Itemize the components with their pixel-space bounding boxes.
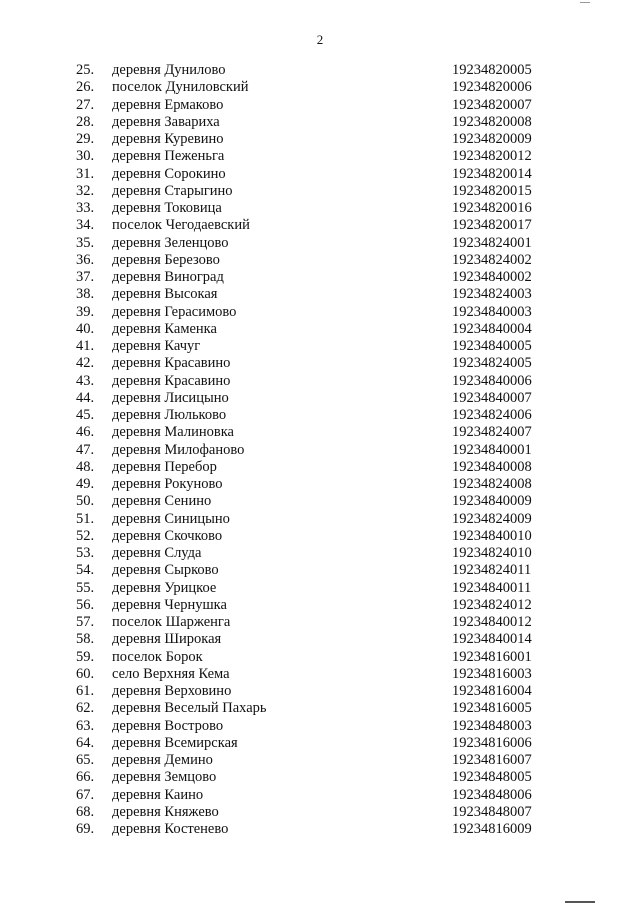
settlement-code: 19234824011	[452, 562, 532, 579]
item-number: 35.	[76, 234, 95, 251]
item-number: 63.	[76, 717, 95, 734]
settlement-code: 19234840008	[452, 458, 532, 475]
settlement-code: 19234848005	[452, 769, 532, 786]
settlement-code: 19234824003	[452, 286, 532, 303]
item-number: 55.	[76, 579, 95, 596]
list-item	[0, 252, 640, 269]
list-item	[0, 752, 640, 769]
item-number: 52.	[76, 527, 95, 544]
list-item	[0, 511, 640, 528]
list-item	[0, 79, 640, 96]
list-item	[0, 735, 640, 752]
settlement-code: 19234824012	[452, 596, 532, 613]
settlement-code: 19234816007	[452, 752, 532, 768]
item-number: 45.	[76, 407, 95, 423]
item-number: 43.	[76, 372, 95, 389]
item-number: 46.	[76, 424, 95, 441]
settlement-name: поселок Дуниловский	[112, 79, 249, 96]
settlement-code: 19234816004	[452, 683, 532, 699]
settlement-code: 19234840006	[452, 372, 532, 389]
settlement-name: деревня Костенево	[112, 821, 229, 837]
list-item	[0, 235, 640, 252]
settlement-code: 19234848006	[452, 786, 532, 803]
settlement-name: деревня Демино	[112, 752, 213, 768]
settlement-name: поселок Борок	[112, 648, 203, 665]
settlement-name: деревня Милофаново	[112, 441, 245, 458]
item-number: 59.	[76, 648, 95, 665]
item-number: 57.	[76, 614, 95, 630]
settlement-name: деревня Завариха	[112, 113, 220, 130]
list-item	[0, 114, 640, 131]
settlement-name: село Верхняя Кема	[112, 665, 230, 682]
item-number: 25.	[76, 62, 95, 78]
item-number: 69.	[76, 821, 95, 837]
list-item	[0, 545, 640, 562]
settlement-code: 19234824006	[452, 407, 532, 423]
settlement-name: деревня Чернушка	[112, 596, 227, 613]
settlement-code: 19234820008	[452, 113, 532, 130]
settlement-code: 19234816005	[452, 700, 532, 717]
settlement-name: деревня Перебор	[112, 458, 217, 475]
list-item	[0, 97, 640, 114]
item-number: 47.	[76, 441, 95, 458]
item-number: 30.	[76, 148, 95, 165]
settlement-name: деревня Урицкое	[112, 579, 217, 596]
scan-artifact-top-right	[580, 2, 590, 3]
settlement-name: деревня Ермаково	[112, 96, 224, 113]
list-item	[0, 183, 640, 200]
settlement-name: деревня Скочково	[112, 527, 223, 544]
list-item	[0, 424, 640, 441]
settlement-code: 19234840004	[452, 320, 532, 337]
settlement-name: деревня Качуг	[112, 338, 201, 354]
item-number: 60.	[76, 665, 95, 682]
settlement-code: 19234816006	[452, 734, 532, 751]
list-item	[0, 528, 640, 545]
page-number: 2	[316, 32, 324, 47]
settlement-name: деревня Старыгино	[112, 182, 233, 199]
item-number: 42.	[76, 355, 95, 372]
settlement-code: 19234824005	[452, 355, 532, 372]
settlement-code: 19234820016	[452, 200, 532, 216]
list-item	[0, 631, 640, 648]
list-item	[0, 493, 640, 510]
settlement-name: деревня Сенино	[112, 493, 212, 510]
list-item	[0, 269, 640, 286]
settlement-list	[0, 62, 640, 838]
list-item	[0, 407, 640, 424]
settlement-code: 19234824009	[452, 510, 532, 527]
list-item	[0, 769, 640, 786]
item-number: 32.	[76, 182, 95, 199]
item-number: 34.	[76, 217, 95, 234]
list-item	[0, 442, 640, 459]
settlement-code: 19234848007	[452, 803, 532, 820]
settlement-name: деревня Герасимово	[112, 303, 237, 320]
list-item	[0, 562, 640, 579]
list-item	[0, 390, 640, 407]
settlement-name: деревня Пеженьга	[112, 148, 225, 165]
settlement-name: поселок Чегодаевский	[112, 217, 250, 234]
settlement-name: деревня Рокуново	[112, 476, 223, 492]
settlement-code: 19234840012	[452, 614, 532, 630]
settlement-code: 19234820015	[452, 182, 532, 199]
settlement-name: деревня Токовица	[112, 200, 222, 216]
settlement-name: деревня Люльково	[112, 407, 227, 423]
settlement-name: деревня Слуда	[112, 545, 202, 561]
item-number: 49.	[76, 476, 95, 492]
settlement-name: деревня Лисицыно	[112, 389, 229, 406]
list-item	[0, 131, 640, 148]
list-item	[0, 683, 640, 700]
item-number: 37.	[76, 269, 95, 285]
list-item	[0, 355, 640, 372]
list-item	[0, 321, 640, 338]
list-item	[0, 666, 640, 683]
settlement-name: деревня Виноград	[112, 269, 224, 285]
list-item	[0, 200, 640, 217]
list-item	[0, 217, 640, 234]
item-number: 56.	[76, 596, 95, 613]
settlement-name: деревня Княжево	[112, 803, 219, 820]
settlement-name: деревня Зеленцово	[112, 234, 229, 251]
settlement-code: 19234820017	[452, 217, 532, 234]
settlement-name: деревня Каино	[112, 786, 204, 803]
list-item	[0, 166, 640, 183]
settlement-code: 19234824007	[452, 424, 532, 441]
list-item	[0, 718, 640, 735]
settlement-code: 19234820009	[452, 131, 532, 147]
item-number: 64.	[76, 734, 95, 751]
list-item	[0, 148, 640, 165]
settlement-name: деревня Верховино	[112, 683, 232, 699]
list-item	[0, 649, 640, 666]
item-number: 38.	[76, 286, 95, 303]
settlement-code: 19234824010	[452, 545, 532, 561]
item-number: 58.	[76, 631, 95, 648]
item-number: 68.	[76, 803, 95, 820]
list-item	[0, 373, 640, 390]
list-item	[0, 286, 640, 303]
item-number: 66.	[76, 769, 95, 786]
settlement-name: деревня Красавино	[112, 355, 231, 372]
settlement-code: 19234840003	[452, 303, 532, 320]
list-item	[0, 804, 640, 821]
item-number: 28.	[76, 113, 95, 130]
item-number: 44.	[76, 389, 95, 406]
item-number: 51.	[76, 510, 95, 527]
settlement-code: 19234840009	[452, 493, 532, 510]
settlement-name: деревня Земцово	[112, 769, 217, 786]
settlement-name: деревня Вострово	[112, 717, 224, 734]
list-item	[0, 338, 640, 355]
settlement-name: деревня Синицыно	[112, 510, 230, 527]
settlement-name: деревня Высокая	[112, 286, 218, 303]
item-number: 41.	[76, 338, 95, 354]
item-number: 27.	[76, 96, 95, 113]
settlement-name: деревня Всемирская	[112, 734, 238, 751]
list-item	[0, 304, 640, 321]
list-item	[0, 459, 640, 476]
item-number: 40.	[76, 320, 95, 337]
settlement-code: 19234840007	[452, 389, 532, 406]
item-number: 67.	[76, 786, 95, 803]
item-number: 54.	[76, 562, 95, 579]
item-number: 53.	[76, 545, 95, 561]
settlement-name: деревня Малиновка	[112, 424, 234, 441]
settlement-code: 19234820014	[452, 165, 532, 182]
settlement-code: 19234816003	[452, 665, 532, 682]
settlement-name: деревня Сорокино	[112, 165, 226, 182]
item-number: 31.	[76, 165, 95, 182]
item-number: 65.	[76, 752, 95, 768]
list-item	[0, 821, 640, 838]
settlement-code: 19234820012	[452, 148, 532, 165]
list-item	[0, 597, 640, 614]
settlement-code: 19234816009	[452, 821, 532, 837]
settlement-code: 19234824008	[452, 476, 532, 492]
settlement-name: деревня Дунилово	[112, 62, 226, 78]
item-number: 39.	[76, 303, 95, 320]
item-number: 26.	[76, 79, 95, 96]
list-item	[0, 614, 640, 631]
settlement-code: 19234840011	[452, 579, 532, 596]
settlement-name: деревня Красавино	[112, 372, 231, 389]
settlement-code: 19234816001	[452, 648, 532, 665]
item-number: 62.	[76, 700, 95, 717]
settlement-code: 19234840002	[452, 269, 532, 285]
item-number: 36.	[76, 251, 95, 268]
item-number: 61.	[76, 683, 95, 699]
settlement-code: 19234848003	[452, 717, 532, 734]
settlement-code: 19234820007	[452, 96, 532, 113]
scan-artifact-bottom-right	[565, 901, 595, 903]
settlement-name: деревня Веселый Пахарь	[112, 700, 267, 717]
item-number: 48.	[76, 458, 95, 475]
settlement-name: деревня Каменка	[112, 320, 217, 337]
settlement-code: 19234840010	[452, 527, 532, 544]
list-item	[0, 700, 640, 717]
settlement-code: 19234824001	[452, 234, 532, 251]
settlement-name: деревня Куревино	[112, 131, 224, 147]
settlement-code: 19234840001	[452, 441, 532, 458]
settlement-code: 19234840014	[452, 631, 532, 648]
settlement-name: поселок Шарженга	[112, 614, 231, 630]
list-item	[0, 580, 640, 597]
item-number: 50.	[76, 493, 95, 510]
settlement-code: 19234840005	[452, 338, 532, 354]
list-item	[0, 62, 640, 79]
settlement-name: деревня Сырково	[112, 562, 219, 579]
settlement-code: 19234824002	[452, 251, 532, 268]
item-number: 33.	[76, 200, 95, 216]
settlement-code: 19234820006	[452, 79, 532, 96]
list-item	[0, 476, 640, 493]
list-item	[0, 787, 640, 804]
item-number: 29.	[76, 131, 95, 147]
settlement-name: деревня Березово	[112, 251, 220, 268]
settlement-code: 19234820005	[452, 62, 532, 78]
settlement-name: деревня Широкая	[112, 631, 222, 648]
